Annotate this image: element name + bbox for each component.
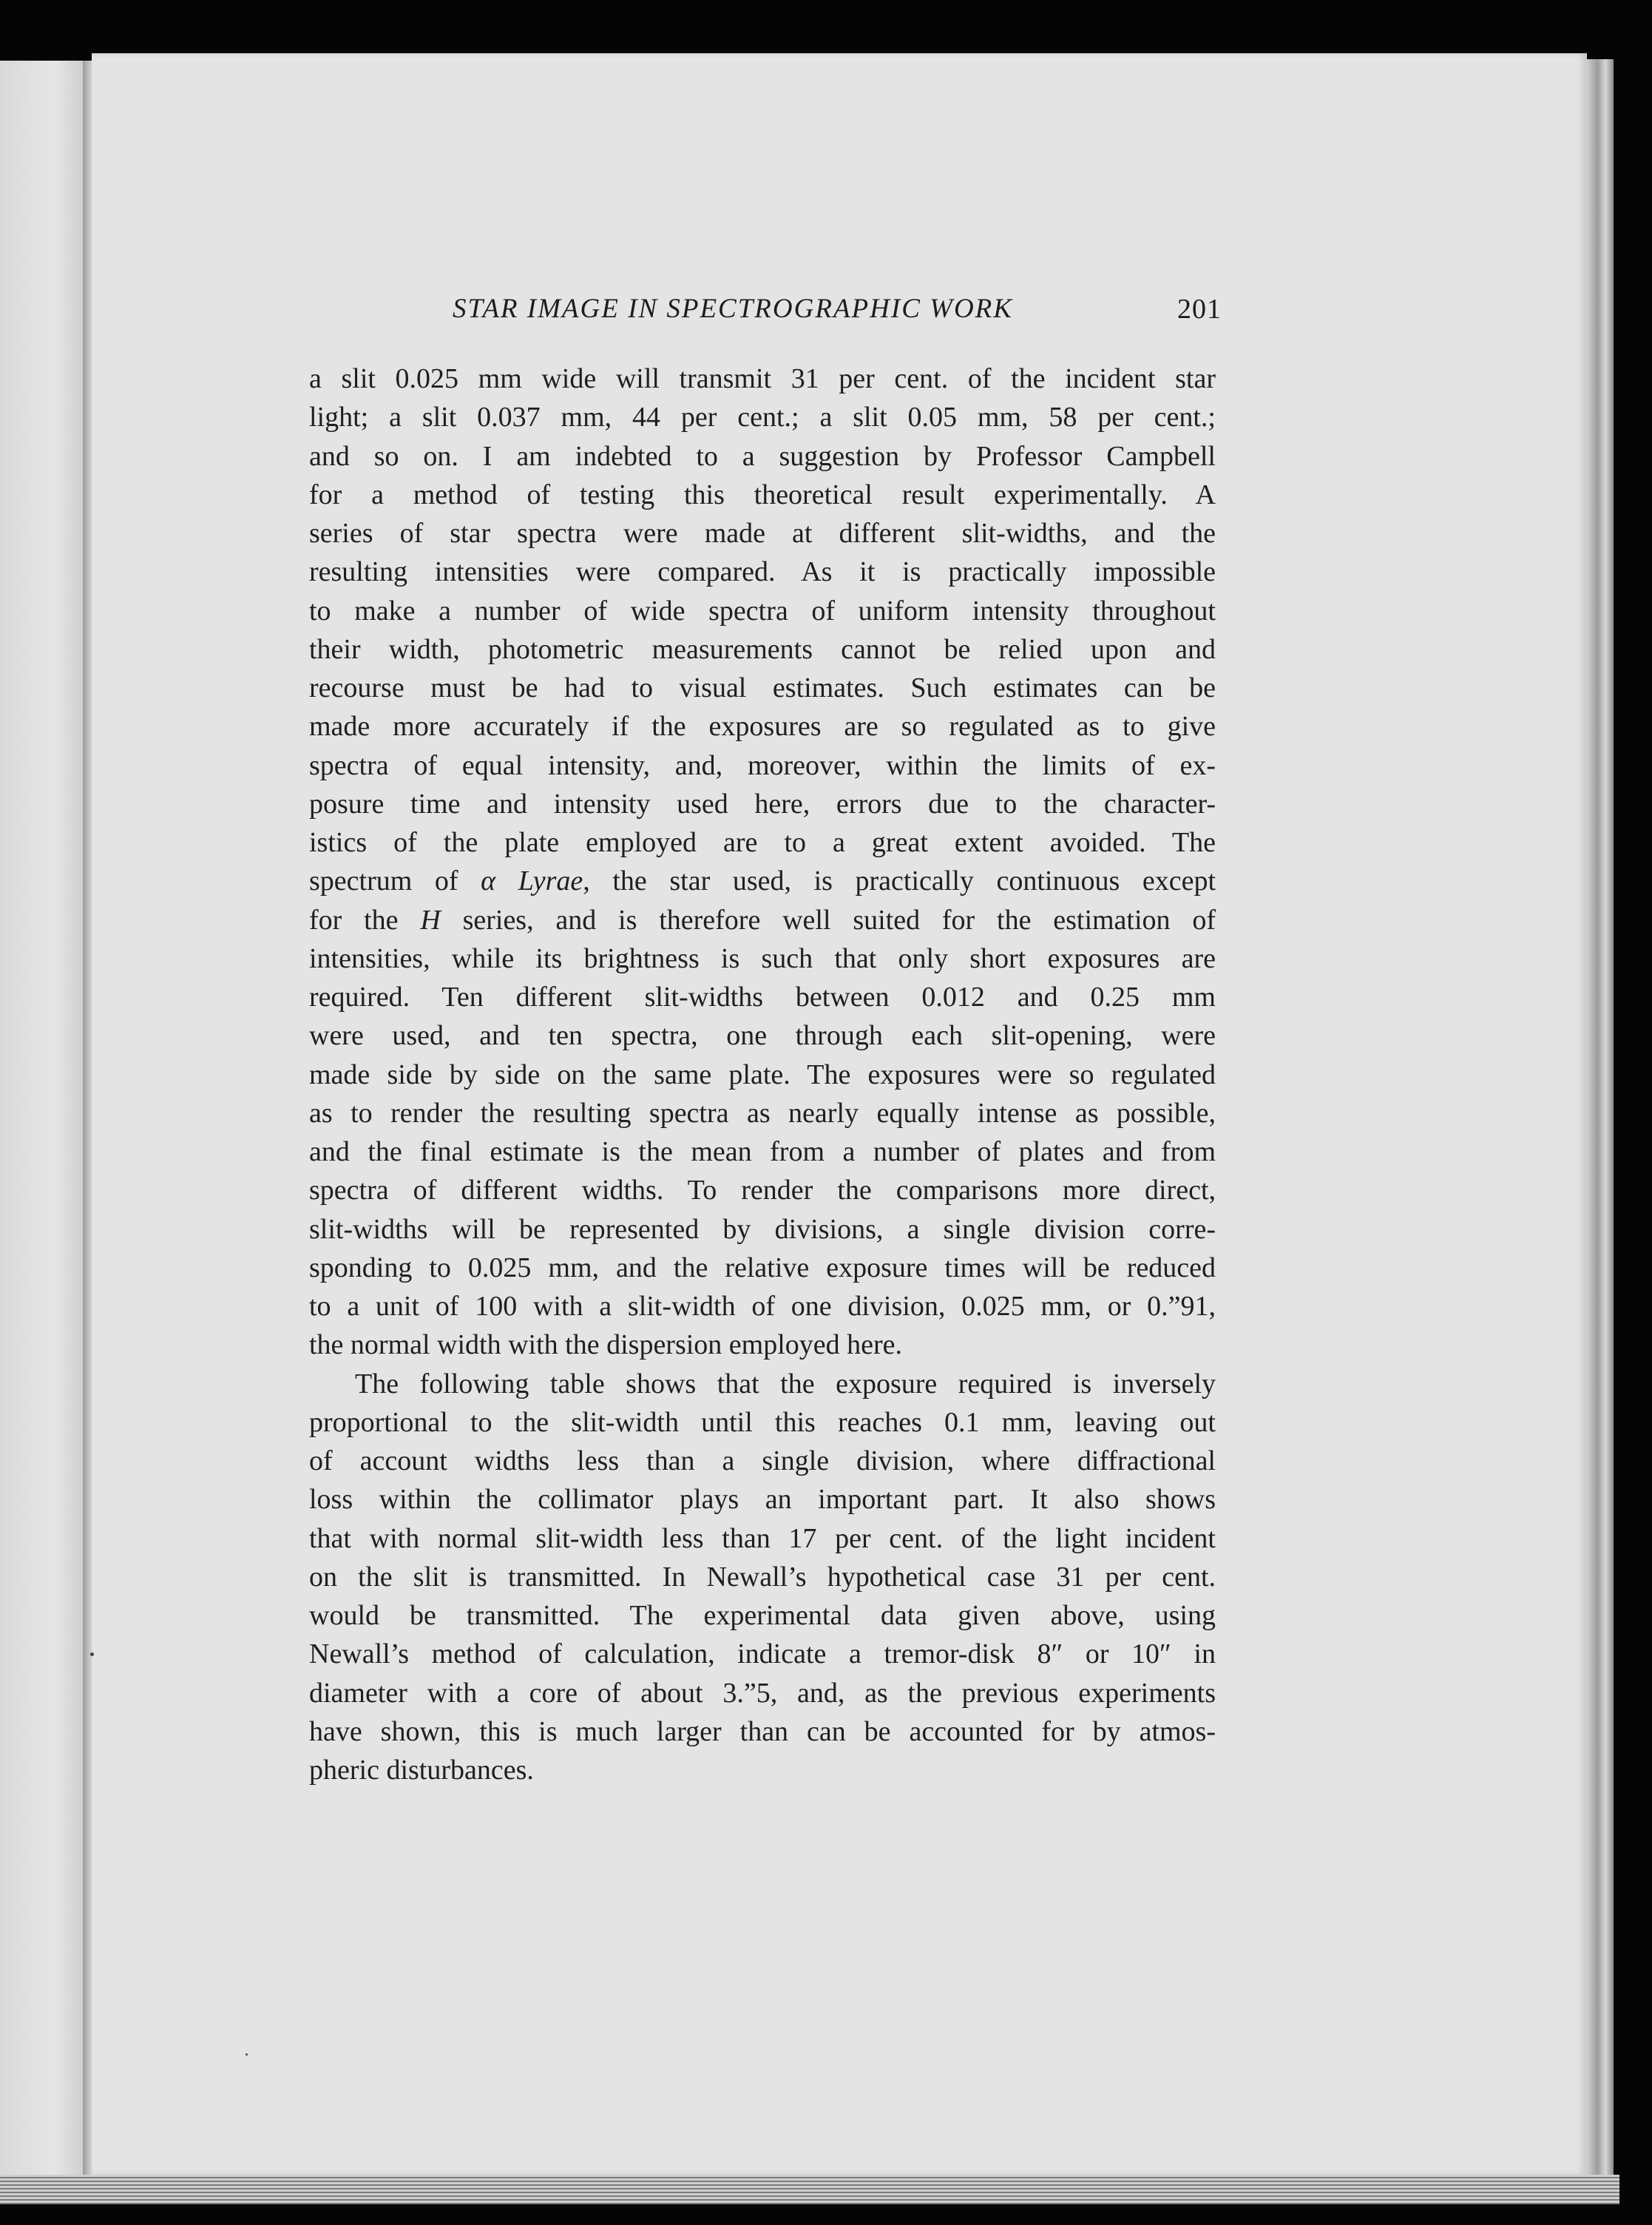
text-line: would be transmitted. The experimental data given above, using [309, 1600, 1216, 1631]
text-line: to a unit of 100 with a slit-width of one division, 0.025 mm, or 0.”91, [309, 1291, 1216, 1322]
scan-speck [246, 2053, 248, 2056]
body-text [309, 359, 1216, 1789]
text-line: required. Ten different slit-widths between 0.012 and 0.25 mm [309, 982, 1216, 1013]
text-line: proportional to the slit-width until this reaches 0.1 mm, leaving out [309, 1406, 1216, 1438]
text-line: intensities, while its brightness is such that only short exposures are [309, 942, 1216, 974]
running-head-title: STAR IMAGE IN SPECTROGRAPHIC WORK [453, 294, 1013, 324]
text-line: made side by side on the same plate. The exposures were so regulated [309, 1059, 1216, 1090]
star-name: α Lyrae [481, 865, 583, 897]
text-line: posure time and intensity used here, errors due to the character- [309, 788, 1216, 820]
text-line: for the H series, and is therefore well suited for the estimation of [309, 904, 1216, 936]
text-line: The following table shows that the exposure required is inversely [355, 1368, 1216, 1400]
text-line: of account widths less than a single division, where diffractional [309, 1445, 1216, 1476]
text-line: were used, and ten spectra, one through each slit-opening, were [309, 1020, 1216, 1052]
text-line: resulting intensities were compared. As it is practically impossible [309, 556, 1216, 588]
text-line: diameter with a core of about 3.”5, and, as the previous experiments [309, 1677, 1216, 1709]
text-line: for a method of testing this theoretical result experimentally. A [309, 479, 1216, 510]
text-line: pheric disturbances. [309, 1755, 534, 1786]
text-line: and the final estimate is the mean from a number of plates and from [309, 1136, 1216, 1167]
text-line: a slit 0.025 mm wide will transmit 31 per cent. of the incident star [309, 363, 1216, 394]
text-line: series of star spectra were made at different slit-widths, and the [309, 518, 1216, 549]
text-line: spectra of equal intensity, and, moreover, within the limits of ex- [309, 749, 1216, 781]
text-line: made more accurately if the exposures are so regulated as to give [309, 711, 1216, 743]
text-line: that with normal slit-width less than 17 per cent. of the light incident [309, 1522, 1216, 1554]
scan-speck [90, 1652, 94, 1656]
text-line: recourse must be had to visual estimates. Such estimates can be [309, 672, 1216, 703]
text-line: on the slit is transmitted. In Newall’s hypothetical case 31 per cent. [309, 1561, 1216, 1593]
page-edge-bottom [0, 2175, 1619, 2204]
text-line: spectrum of α Lyrae, the star used, is practically continuous except [309, 865, 1216, 897]
text-line: slit-widths will be represented by divisions, a single division corre- [309, 1213, 1216, 1245]
page-number: 201 [1177, 294, 1222, 325]
text-line: Newall’s method of calculation, indicate a tremor-disk 8″ or 10″ in [309, 1638, 1216, 1670]
text-line: loss within the collimator plays an important part. It also shows [309, 1484, 1216, 1516]
running-head [453, 293, 1222, 330]
text-line: their width, photometric measurements cannot be relied upon and [309, 633, 1216, 665]
series-letter: H [420, 904, 441, 936]
text-line: to make a number of wide spectra of uniform intensity throughout [309, 595, 1216, 627]
page-edge-right [1587, 59, 1614, 2182]
facing-page-edge [0, 61, 90, 2180]
text-line: spectra of different widths. To render the comparisons more direct, [309, 1175, 1216, 1206]
text-line: have shown, this is much larger than can be accounted for by atmos- [309, 1715, 1216, 1747]
text-line: the normal width with the dispersion employed here. [309, 1329, 903, 1361]
text-line: light; a slit 0.037 mm, 44 per cent.; a slit 0.05 mm, 58 per cent.; [309, 402, 1216, 433]
text-line: sponding to 0.025 mm, and the relative exposure times will be reduced [309, 1252, 1216, 1283]
text-line: as to render the resulting spectra as nearly equally intense as possible, [309, 1097, 1216, 1129]
text-line: and so on. I am indebted to a suggestion by Professor Campbell [309, 440, 1216, 472]
text-line: istics of the plate employed are to a great extent avoided. The [309, 827, 1216, 858]
